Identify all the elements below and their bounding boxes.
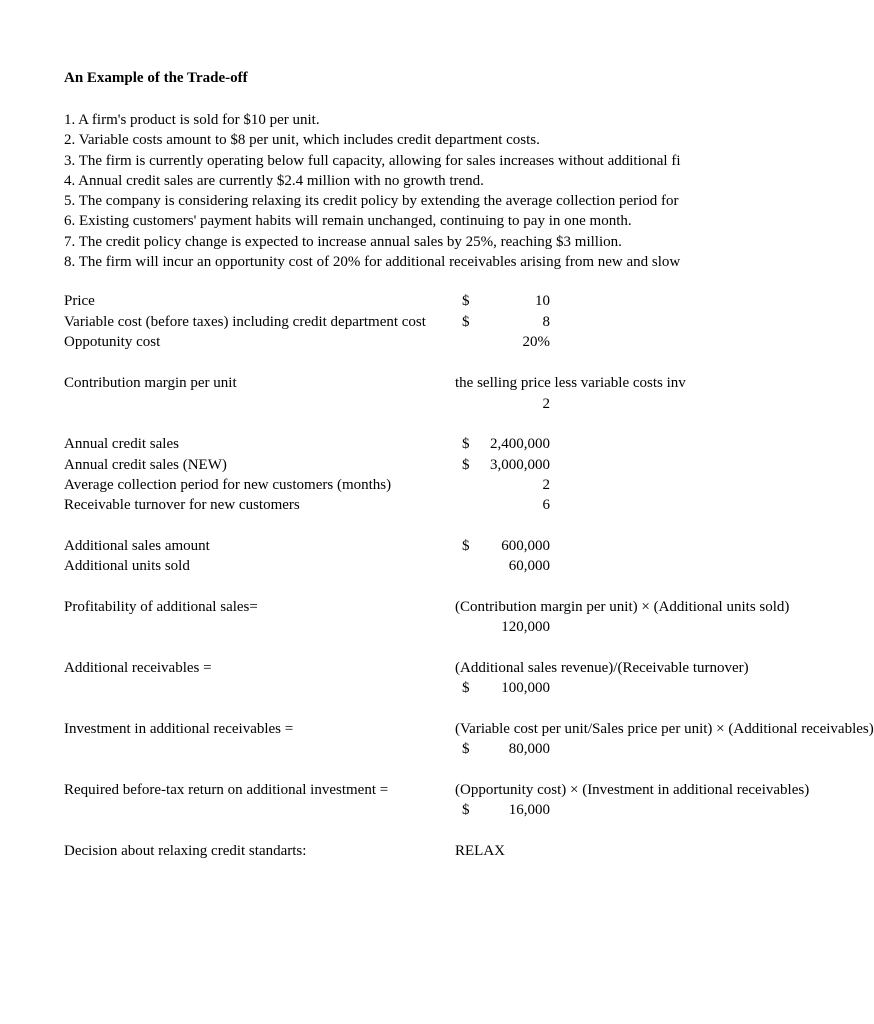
investment-receivables-value: 80,000 bbox=[508, 741, 550, 757]
annual-credit-sales-new-label: Annual credit sales (NEW) bbox=[64, 457, 227, 473]
profitability-value: 120,000 bbox=[501, 619, 550, 635]
variable-cost-currency: $ bbox=[462, 314, 470, 330]
additional-sales-amount-value: 600,000 bbox=[501, 538, 550, 554]
assumption-item: 7. The credit policy change is expected to increase annual sales by 25%, reaching $3 million. bbox=[64, 233, 622, 250]
contribution-margin-value: 2 bbox=[542, 396, 550, 412]
additional-sales-amount-currency: $ bbox=[462, 538, 470, 554]
additional-receivables-currency: $ bbox=[462, 680, 470, 696]
assumption-item: 2. Variable costs amount to $8 per unit, which includes credit department costs. bbox=[64, 132, 540, 149]
additional-units-sold-label: Additional units sold bbox=[64, 558, 190, 574]
price-value: 10 bbox=[535, 293, 550, 309]
profitability-formula: (Contribution margin per unit) × (Additional units sold) bbox=[455, 599, 790, 615]
required-return-value: 16,000 bbox=[508, 802, 550, 818]
assumption-item: 6. Existing customers' payment habits will remain unchanged, continuing to pay in one month. bbox=[64, 213, 632, 230]
assumption-item: 8. The firm will incur an opportunity cost of 20% for additional receivables arising from new and slow bbox=[64, 254, 681, 271]
required-return-label: Required before-tax return on additional investment = bbox=[64, 782, 389, 798]
assumption-item: 4. Annual credit sales are currently $2.4 million with no growth trend. bbox=[64, 172, 484, 189]
additional-receivables-value: 100,000 bbox=[501, 680, 550, 696]
assumption-item: 3. The firm is currently operating below full capacity, allowing for sales increases without additional fi bbox=[64, 152, 681, 169]
variable-cost-value: 8 bbox=[542, 314, 550, 330]
investment-receivables-label: Investment in additional receivables = bbox=[64, 721, 294, 737]
annual-credit-sales-label: Annual credit sales bbox=[64, 436, 179, 452]
assumption-item: 1. A firm's product is sold for $10 per unit. bbox=[64, 112, 320, 128]
receivable-turnover-label: Receivable turnover for new customers bbox=[64, 497, 300, 513]
assumptions-list bbox=[64, 110, 682, 272]
contribution-margin-label: Contribution margin per unit bbox=[64, 375, 237, 391]
variable-cost-label: Variable cost (before taxes) including credit department cost bbox=[64, 314, 426, 330]
additional-receivables-label: Additional receivables = bbox=[64, 660, 212, 676]
opportunity-cost-label: Oppotunity cost bbox=[64, 334, 161, 350]
investment-receivables-currency: $ bbox=[462, 741, 470, 757]
required-return-currency: $ bbox=[462, 802, 470, 818]
profitability-label: Profitability of additional sales= bbox=[64, 599, 258, 615]
price-currency: $ bbox=[462, 293, 470, 309]
receivable-turnover-value: 6 bbox=[542, 497, 550, 513]
annual-credit-sales-currency: $ bbox=[462, 436, 470, 452]
additional-receivables-formula: (Additional sales revenue)/(Receivable turnover) bbox=[455, 660, 749, 676]
avg-collection-period-label: Average collection period for new customers (months) bbox=[64, 477, 392, 493]
page-title: An Example of the Trade-off bbox=[64, 70, 248, 86]
avg-collection-period-value: 2 bbox=[542, 477, 550, 493]
additional-units-sold-value: 60,000 bbox=[508, 558, 550, 574]
price-label: Price bbox=[64, 293, 95, 309]
decision-label: Decision about relaxing credit standarts: bbox=[64, 843, 307, 859]
contribution-margin-note: the selling price less variable costs inv bbox=[455, 375, 686, 391]
annual-credit-sales-value: 2,400,000 bbox=[490, 436, 550, 452]
additional-sales-amount-label: Additional sales amount bbox=[64, 538, 210, 554]
required-return-formula: (Opportunity cost) × (Investment in additional receivables) bbox=[455, 782, 810, 798]
decision-value: RELAX bbox=[455, 843, 505, 859]
annual-credit-sales-new-value: 3,000,000 bbox=[490, 457, 550, 473]
assumption-item: 5. The company is considering relaxing its credit policy by extending the average collection period for bbox=[64, 193, 679, 210]
annual-credit-sales-new-currency: $ bbox=[462, 457, 470, 473]
investment-receivables-formula: (Variable cost per unit/Sales price per unit) × (Additional receivables) bbox=[455, 721, 874, 737]
opportunity-cost-value: 20% bbox=[522, 334, 550, 350]
